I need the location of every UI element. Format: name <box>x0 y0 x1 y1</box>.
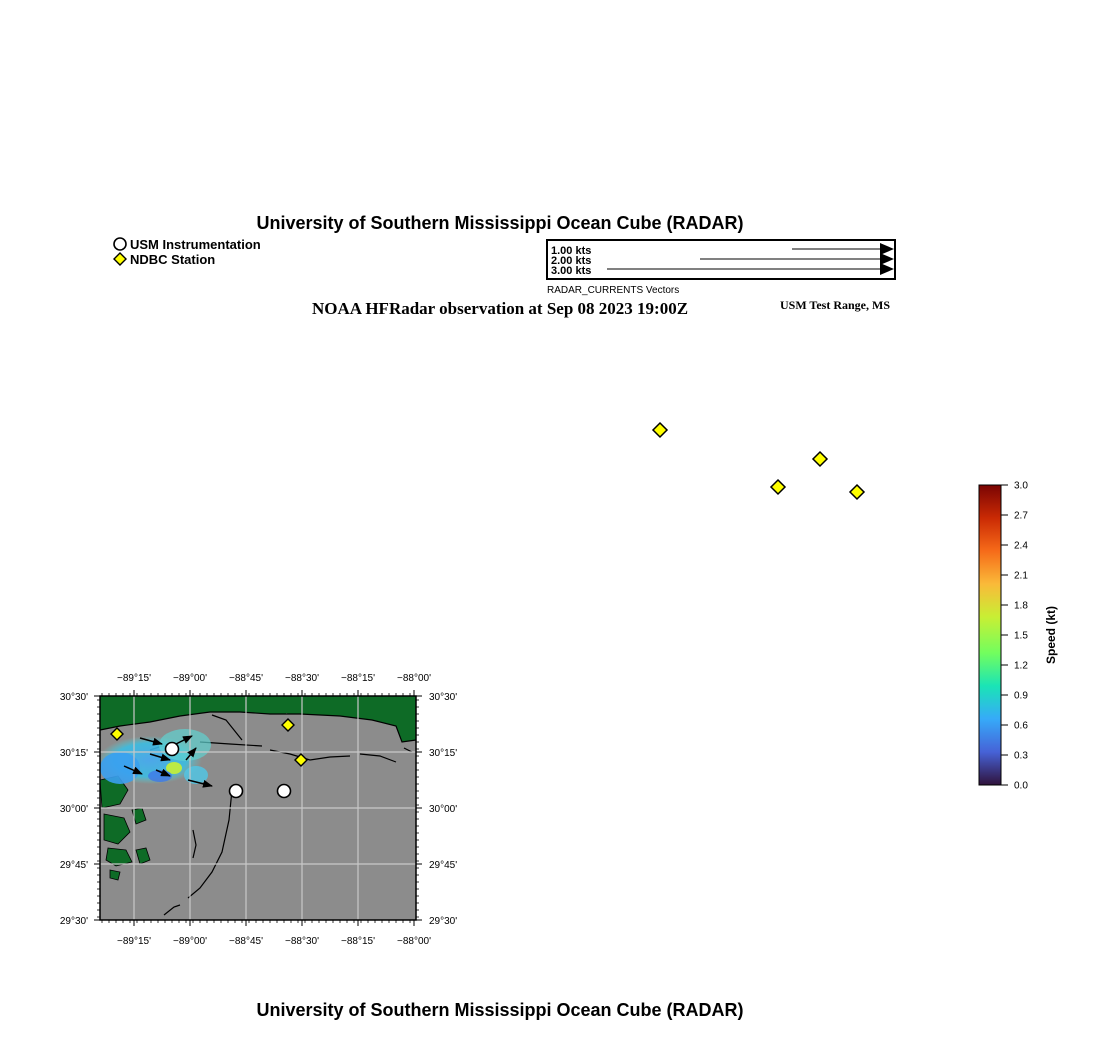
speed-colorbar <box>979 481 1058 792</box>
colorbar-tick-label: 0.9 <box>1014 690 1028 702</box>
colorbar-tick-label: 1.2 <box>1014 660 1028 672</box>
map-y-tick-label-left: 29°45' <box>59 860 88 871</box>
vector-scale-caption: RADAR_CURRENTS Vectors <box>547 285 680 296</box>
legend-label-usm: USM Instrumentation <box>130 237 261 252</box>
ndbc-station-marker[interactable] <box>850 485 864 499</box>
vector-scale-label-2: 2.00 kts <box>551 255 592 267</box>
colorbar-tick-label: 2.1 <box>1014 570 1028 582</box>
map-x-tick-label-bottom: −88°45' <box>229 936 263 947</box>
colorbar-tick-label: 1.8 <box>1014 600 1028 612</box>
yellow-diamond-marker-icon <box>114 253 126 265</box>
map-y-tick-label-right: 30°30' <box>429 692 458 703</box>
colorbar-tick-label: 2.4 <box>1014 540 1028 552</box>
colorbar-tick-label: 0.6 <box>1014 720 1028 732</box>
ndbc-station-marker[interactable] <box>813 452 827 466</box>
map-y-tick-label-left: 29°30' <box>59 916 88 927</box>
marker-legend <box>114 237 261 267</box>
colorbar-gradient <box>979 485 1001 785</box>
colorbar-tick-label: 0.0 <box>1014 780 1028 792</box>
usm-instrument-marker[interactable] <box>278 785 291 798</box>
page-title: University of Southern Mississippi Ocean Cube (RADAR) <box>256 213 744 233</box>
map-x-tick-label-top: −88°45' <box>229 673 263 684</box>
footer-title: University of Southern Mississippi Ocean Cube (RADAR) <box>256 1000 744 1020</box>
colorbar-tick-label: 0.3 <box>1014 750 1028 762</box>
map-y-tick-label-right: 29°45' <box>429 860 458 871</box>
offmap-ndbc-stations <box>653 423 864 499</box>
map-panel <box>60 673 457 947</box>
vector-scale-label-1: 1.00 kts <box>551 245 592 257</box>
ndbc-station-marker[interactable] <box>653 423 667 437</box>
map-x-tick-label-bottom: −88°15' <box>341 936 375 947</box>
map-y-tick-label-left: 30°00' <box>59 804 88 815</box>
map-x-tick-label-top: −89°00' <box>173 673 207 684</box>
vector-scale-legend <box>547 240 895 296</box>
colorbar-tick-label: 2.7 <box>1014 510 1028 522</box>
legend-item-usm <box>114 237 261 252</box>
map-x-tick-label-bottom: −89°15' <box>117 936 151 947</box>
map-x-tick-label-top: −88°15' <box>341 673 375 684</box>
map-y-tick-label-left: 30°15' <box>59 748 88 759</box>
map-x-tick-label-top: −88°30' <box>285 673 319 684</box>
map-y-tick-label-right: 30°00' <box>429 804 458 815</box>
colorbar-tick-label: 1.5 <box>1014 630 1028 642</box>
colorbar-ticks <box>1001 481 1028 792</box>
map-y-tick-label-right: 30°15' <box>429 748 458 759</box>
vector-scale-label-3: 3.00 kts <box>551 265 592 277</box>
observation-subtitle: NOAA HFRadar observation at Sep 08 2023 19:00Z <box>311 299 689 318</box>
colorbar-label: Speed (kt) <box>1044 605 1058 665</box>
circle-marker-icon <box>114 238 126 250</box>
usm-instrument-marker[interactable] <box>166 743 179 756</box>
legend-label-ndbc: NDBC Station <box>130 252 216 267</box>
usm-instrument-marker[interactable] <box>230 785 243 798</box>
map-y-tick-label-left: 30°30' <box>59 692 88 703</box>
colorbar-tick-label: 3.0 <box>1014 480 1028 492</box>
map-x-tick-label-bottom: −89°00' <box>173 936 207 947</box>
map-x-tick-label-top: −89°15' <box>117 673 151 684</box>
legend-item-ndbc <box>114 252 215 267</box>
map-x-tick-label-bottom: −88°00' <box>397 936 431 947</box>
map-x-tick-label-top: −88°00' <box>397 673 431 684</box>
ndbc-station-marker[interactable] <box>771 480 785 494</box>
map-y-tick-label-right: 29°30' <box>429 916 458 927</box>
location-label: USM Test Range, MS <box>779 298 891 312</box>
map-x-tick-label-bottom: −88°30' <box>285 936 319 947</box>
